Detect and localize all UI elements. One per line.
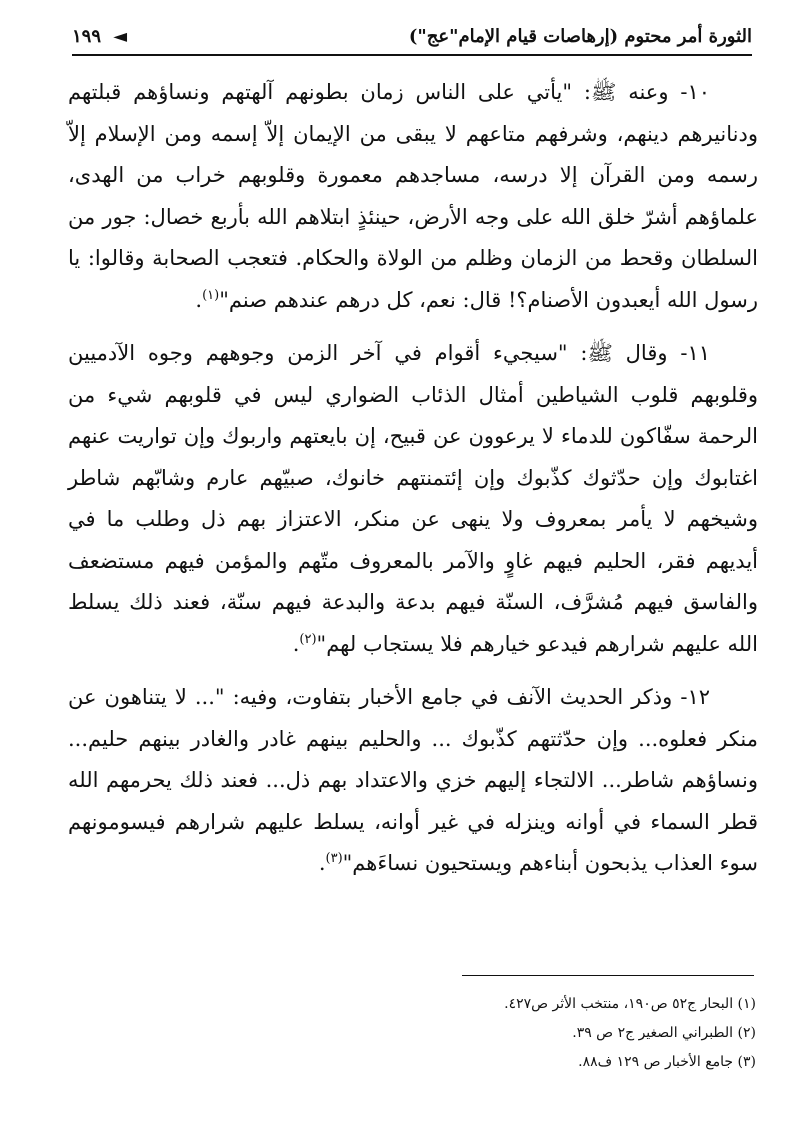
footnote-2: (٢) الطبراني الصغير ج٢ ص ٣٩. bbox=[572, 1025, 756, 1041]
header-arrow-icon: ◄ bbox=[113, 26, 128, 47]
running-header bbox=[72, 20, 752, 56]
footnote-3: (٣) جامع الأخبار ص ١٢٩ ف٨٨. bbox=[578, 1054, 756, 1070]
footnote-ref: (٣) bbox=[325, 851, 343, 866]
paragraph-end: . bbox=[292, 631, 300, 656]
page-number-group bbox=[72, 20, 133, 54]
paragraph-12 bbox=[68, 677, 758, 885]
header-title: الثورة أمر محتوم (إرهاصات قيام الإمام"عج") bbox=[408, 26, 752, 47]
footnote-1: (١) البحار ج٥٢ ص١٩٠، منتخب الأثر ص٤٢٧. bbox=[504, 996, 756, 1012]
footnote-ref: (٢) bbox=[299, 631, 317, 647]
paragraph-text: ١٢- وذكر الحديث الآنف في جامع الأخبار بتفاوت، وفيه: "... لا يتناهون عن منكر فعلوه... وإن حدّثتهم كذّبوك ... والحليم بينهم غادر والغادر بينهم حليم... ونساؤهم شاطر... الالتجاء إليهم خزي والاعتداد بهم ذل... فعند ذلك يحرمهم الله قطر السماء في أوانه وينزله في غير أوانه، يسلط عليهم شرارهم فيسومونهم سوء العذاب يذبحون أبناءهم ويستحيون نساءَهم" bbox=[68, 685, 758, 875]
paragraph-text: ١٠- وعنه ﷺ: "يأتي على الناس زمان بطونهم آلهتهم ونساؤهم قبلتهم ودنانيرهم دينهم، وشرفهم متاعهم لا يبقى من الإيمان إلاّ إسمه ومن الإسلام إلاّ رسمه ومن القرآن إلا درسه، مساجدهم معمورة وقلوبهم خراب من الهدى، علماؤهم أشرّ خلق الله على وجه الأرض، حينئذٍ ابتلاهم الله بأربع خصال: جور من السلطان وقحط من الزمان وظلم من الولاة والحكام. فتعجب الصحابة وقالوا: يا رسول الله أيعبدون الأصنام؟! قال: نعم، كل درهم عندهم صنم" bbox=[68, 80, 758, 312]
paragraph-10 bbox=[68, 72, 758, 321]
page-number: ١٩٩ bbox=[72, 26, 102, 47]
body-text bbox=[68, 72, 758, 897]
footnotes bbox=[380, 990, 756, 1077]
paragraph-text: ١١- وقال ﷺ: "سيجيء أقوام في آخر الزمن وجوههم وجوه الآدميين وقلوبهم قلوب الشياطين أمثال الذئاب الضواري ليس في قلوبهم شيء من الرحمة سفّاكون للدماء لا يرعوون عن قبيح، إن بايعتهم واربوك وإن تواريت عنهم اغتابوك وإن حدّثوك كذّبوك وإن إئتمنتهم خانوك، صبيّهم عارم وشابّهم شاطر وشيخهم لا يأمر بمعروف ولا ينهى عن منكر، الاعتزاز بهم ذل وطلب ما في أيديهم فقر، الحليم فيهم غاوٍ والآمر بالمعروف متّهم والمؤمن فيهم مستضعف والفاسق فيهم مُشرَّف، السنّة فيهم بدعة والبدعة فيهم سنّة، فعند ذلك يسلط الله عليهم شرارهم فيدعو خيارهم فلا يستجاب لهم" bbox=[68, 341, 758, 656]
footnote-divider bbox=[462, 975, 754, 976]
footnote-ref: (١) bbox=[202, 287, 220, 303]
paragraph-11 bbox=[68, 333, 758, 665]
paragraph-end: . bbox=[195, 287, 203, 312]
paragraph-end: . bbox=[318, 851, 326, 875]
